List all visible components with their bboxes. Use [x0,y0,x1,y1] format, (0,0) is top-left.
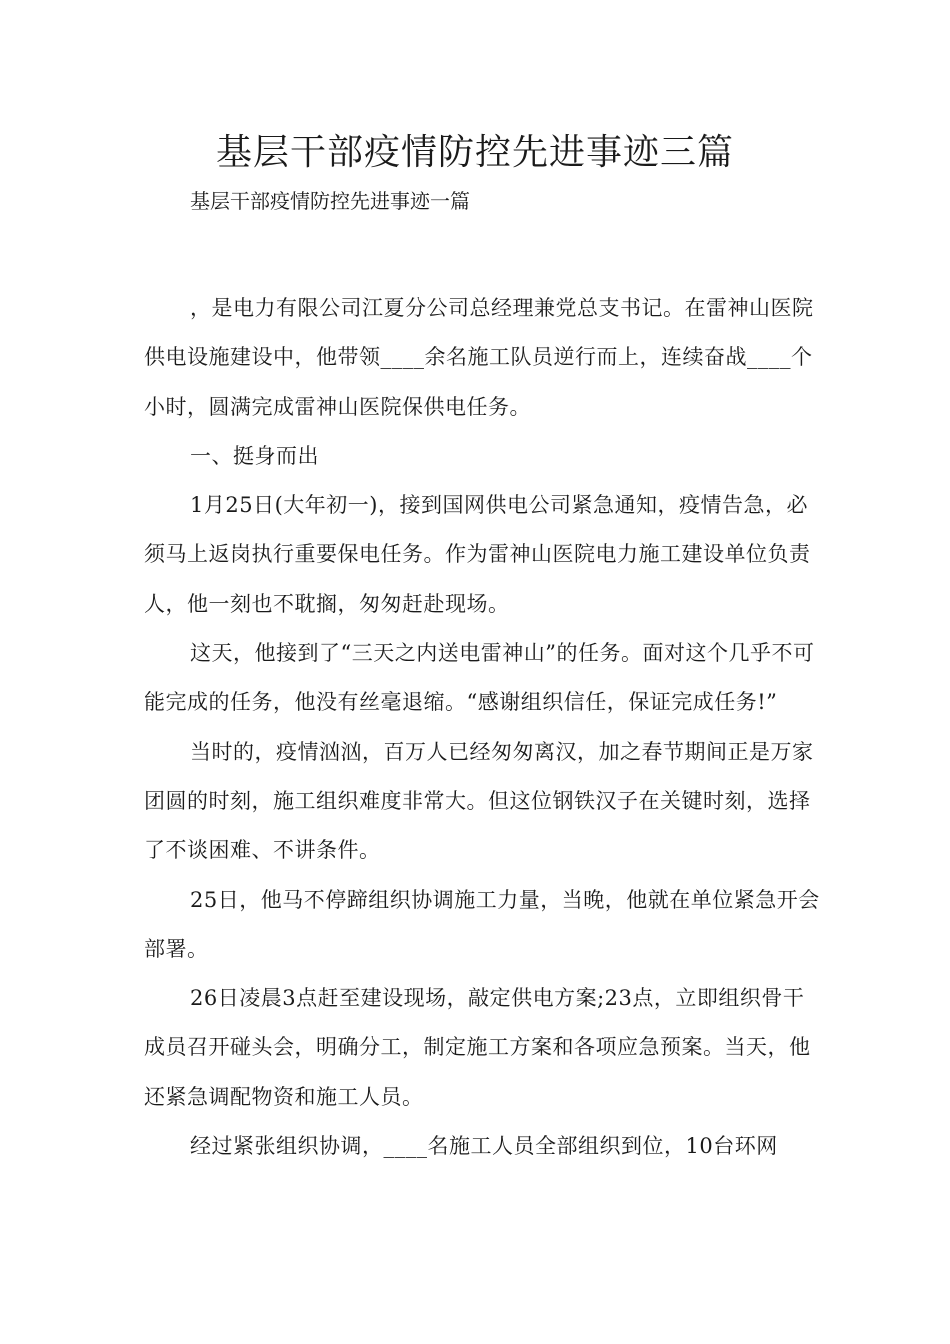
document-body [144,284,824,1171]
paragraph: 1月25日(大年初一)，接到国网供电公司紧急通知，疫情告急，必须马上返岗执行重要保电任务。作为雷神山医院电力施工建设单位负责人，他一刻也不耽搁，匆匆赶赴现场。 [144,493,811,616]
paragraph: 这天，他接到了“三天之内送电雷神山”的任务。面对这个几乎不可能完成的任务，他没有丝毫退缩。“感谢组织信任，保证完成任务!” [144,641,815,715]
document-title: 基层干部疫情防控先进事迹三篇 [215,132,734,173]
document-subtitle: 基层干部疫情防控先进事迹一篇 [190,189,470,213]
section-heading: 一、挺身而出 [190,443,319,468]
paragraph: 25日，他马不停蹄组织协调施工力量，当晚，他就在单位紧急开会部署。 [144,887,820,961]
paragraph: 经过紧张组织协调，____名施工人员全部组织到位，10台环网 [190,1134,778,1159]
paragraph: 当时的，疫情汹汹，百万人已经匆匆离汉，加之春节期间正是万家团圆的时刻，施工组织难度非常大。但这位钢铁汉子在关键时刻，选择了不谈困难、不讲条件。 [144,739,814,863]
paragraph: 26日凌晨3点赶至建设现场，敲定供电方案;23点，立即组织骨干成员召开碰头会，明确分工，制定施工方案和各项应急预案。当天，他还紧急调配物资和施工人员。 [144,986,811,1109]
paragraph-intro: ，是电力有限公司江夏分公司总经理兼党总支书记。在雷神山医院供电设施建设中，他带领____余名施工队员逆行而上，连续奋战____个小时，圆满完成雷神山医院保供电任务。 [144,296,814,419]
